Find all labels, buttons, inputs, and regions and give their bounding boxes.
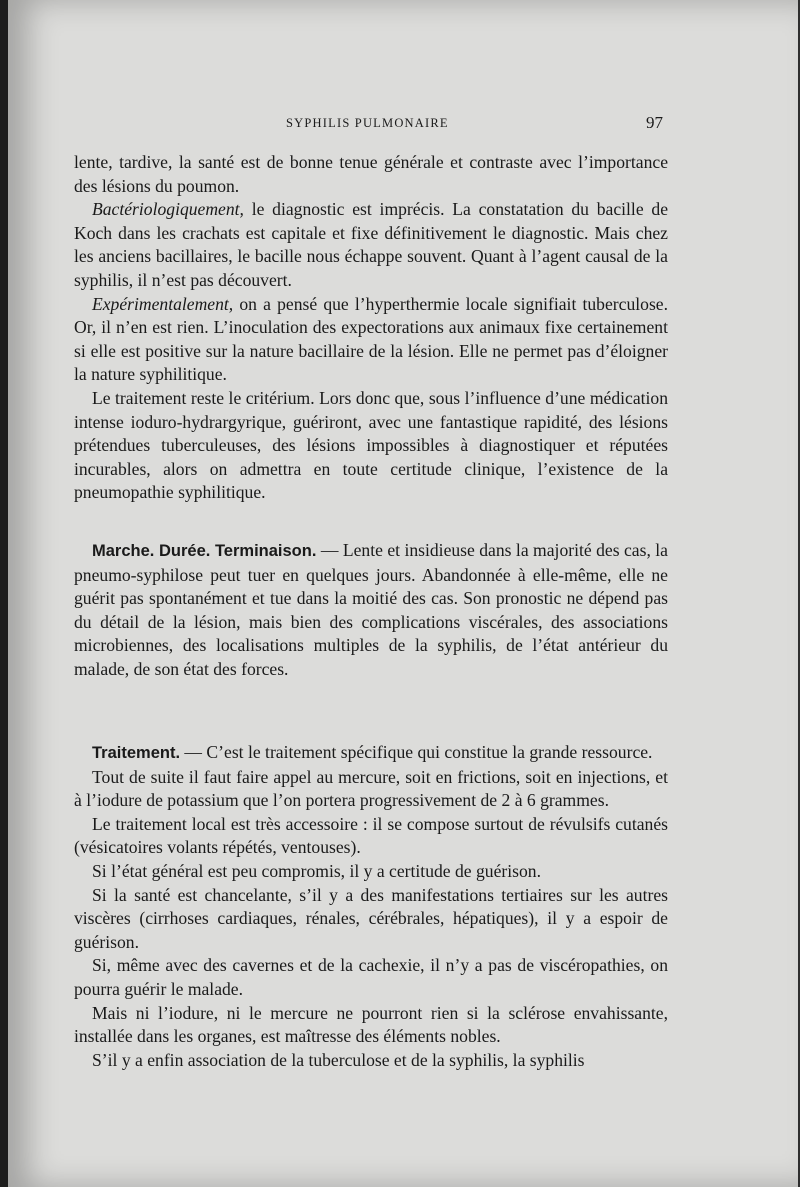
diagnostic-section: [74, 151, 668, 505]
paragraph: [74, 539, 668, 682]
paragraph: lente, tardive, la santé est de bonne tenue générale et contraste avec l’importance des lésions du poumon.: [74, 152, 668, 196]
paragraph: Le traitement reste le critérium. Lors donc que, sous l’influence d’une médication intense ioduro-hydrargyrique, guériront, avec une fantastique rapidité, des lésions prétendues tuberculeuses, des lésions impossibles à diagnostiquer et réputées incurables, alors on admettra en toute certitude clinique, l’existence de la pneumopathie syphilitique.: [74, 387, 668, 503]
paragraph: Si l’état général est peu compromis, il y a certitude de guérison.: [92, 860, 541, 881]
marche-section: [74, 539, 668, 682]
page-number: 97: [646, 113, 663, 132]
paragraph-text: le diagnostic est imprécis. La constatation du bacille de Koch dans les crachats est capitale et fixe définitivement le diagnostic. Mais chez les anciens bacillaires, le bacille nous échappe souvent. Quant à l’agent causal de la syphilis, il n’est pas découvert.: [74, 199, 668, 290]
paragraph: Le traitement local est très accessoire : il se compose surtout de révulsifs cutanés (vésicatoires volants répétés, ventouses).: [74, 813, 668, 858]
paragraph-text: on a pensé que l’hyperthermie locale signifiait tuberculose. Or, il n’en est rien. L’inoculation des expectorations aux animaux fixe certainement si elle est positive sur la nature bacillaire de la lésion. Elle ne permet pas d’éloigner la nature syphilitique.: [74, 293, 668, 385]
italic-lead: Expérimentalement,: [92, 293, 234, 314]
traitement-section: [74, 741, 668, 1072]
paragraph-text: — Lente et insidieuse dans la majorité des cas, la pneumo-syphilose peut tuer en quelques jours. Abandonnée à elle-même, elle ne guérit pas spontanément et tue dans la moitié des cas. Son pronostic ne dépend pas du détail de la lésion, mais bien des complications viscérales, des associations microbiennes, des localisations multiples de la syphilis, de l’état antérieur du malade, de son état des forces.: [74, 540, 668, 679]
paragraph: [74, 741, 668, 766]
paragraph: S’il y a enfin association de la tuberculose et de la syphilis, la syphilis: [92, 1049, 585, 1070]
paragraph: [74, 198, 668, 292]
paragraph: Tout de suite il faut faire appel au mercure, soit en frictions, soit en injections, et à l’iodure de potassium que l’on portera progressivement de 2 à 6 grammes.: [74, 766, 668, 811]
paragraph: Si, même avec des cavernes et de la cachexie, il n’y a pas de viscéropathies, on pourra guérir le malade.: [74, 955, 668, 999]
italic-lead: Bactériologiquement,: [92, 199, 244, 220]
page-header: [0, 113, 800, 138]
running-title: SYPHILIS PULMONAIRE: [286, 116, 449, 130]
section-heading: Traitement.: [92, 744, 181, 762]
paragraph: Mais ni l’iodure, ni le mercure ne pourront rien si la sclérose envahissante, installée dans les organes, est maîtresse des éléments nobles.: [74, 1002, 668, 1047]
paragraph: [74, 293, 668, 387]
paragraph: Si la santé est chancelante, s’il y a des manifestations tertiaires sur les autres viscères (cirrhoses cardiaques, rénales, cérébrales, hépatiques), il y a espoir de guérison.: [74, 884, 668, 952]
section-heading: Marche. Durée. Terminaison.: [92, 542, 317, 560]
paragraph-text: — C’est le traitement spécifique qui constitue la grande ressource.: [180, 742, 653, 762]
book-gutter: [0, 0, 8, 1187]
